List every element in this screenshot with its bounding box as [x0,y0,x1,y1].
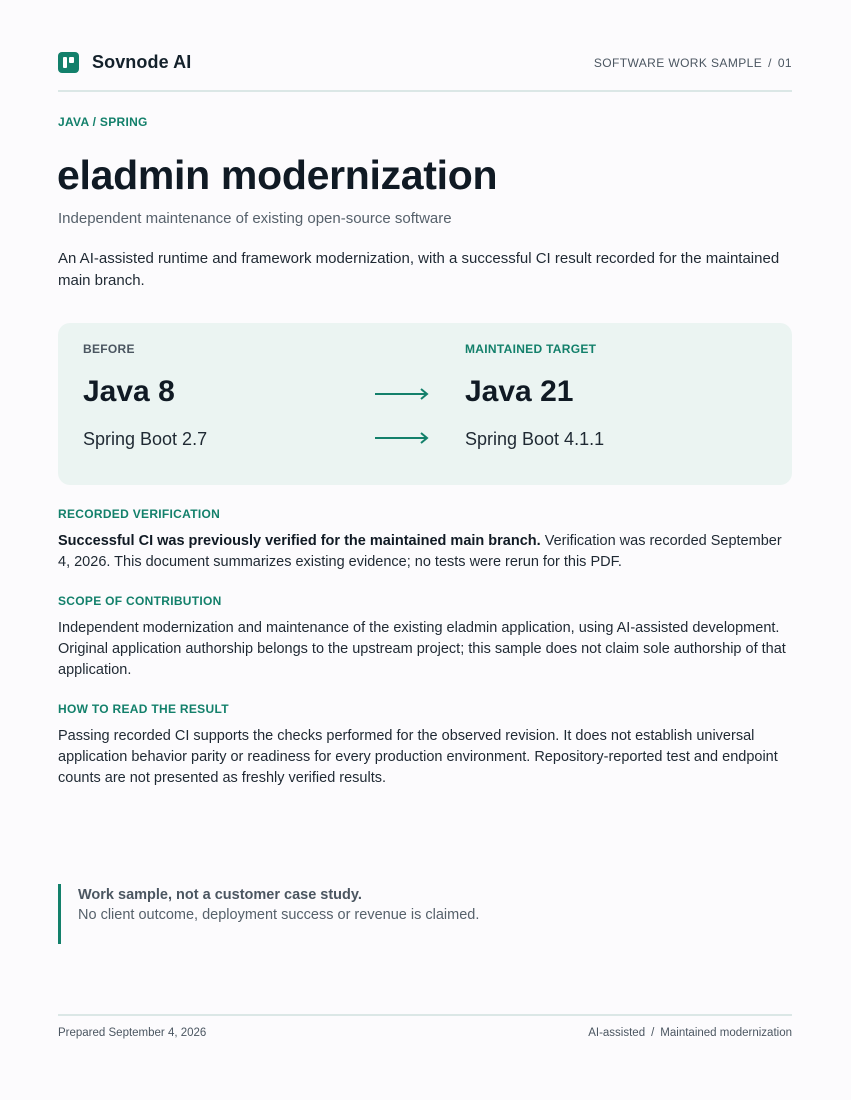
callout-text: No client outcome, deployment success or revenue is claimed. [78,907,480,923]
category-eyebrow: JAVA / SPRING [58,115,148,129]
verification-lead: Successful CI was previously verified for the maintained main branch. [58,533,541,549]
arrow-right-icon [375,432,429,444]
comparison-card [58,323,792,485]
footer-tag-right: Maintained modernization [660,1027,792,1039]
page-subtitle: Independent maintenance of existing open-source software [58,210,452,227]
callout-title: Work sample, not a customer case study. [78,887,362,903]
disclaimer-callout [58,884,658,944]
brand [58,52,191,73]
footer-tag-left: AI-assisted [588,1027,646,1039]
footer-tag-separator: / [651,1027,655,1039]
target-framework: Spring Boot 4.1.1 [465,429,605,449]
header-meta [594,56,792,70]
before-runtime: Java 8 [83,375,175,408]
scope-heading: SCOPE OF CONTRIBUTION [58,594,222,608]
before-framework: Spring Boot 2.7 [83,429,208,449]
meta-separator: / [768,56,772,70]
prepared-date: Prepared September 4, 2026 [58,1027,207,1039]
how-to-read-text: Passing recorded CI supports the checks performed for the observed revision. It does not establish universal application behavior parity or readiness for every production environment. Repository-reported test and endpoint counts are not presented as freshly verified results. [58,728,778,786]
intro-paragraph: An AI-assisted runtime and framework modernization, with a successful CI result recorded for the maintained main branch. [58,250,780,289]
board-icon [58,52,79,73]
verification-text [58,531,796,573]
target-label: MAINTAINED TARGET [465,342,597,356]
meta-number: 01 [777,56,792,70]
target-runtime: Java 21 [465,375,574,408]
scope-text: Independent modernization and maintenance of the existing eladmin application, using AI-assisted development. Original application authorship belongs to the upstream project; this sample does not claim sole authorship of that application. [58,620,786,678]
before-label: BEFORE [83,342,135,356]
page-title: eladmin modernization [57,152,498,198]
verification-body: Verification was recorded September 4, 2026. This document summarizes existing evidence; no tests were rerun for this PDF. [58,533,782,570]
arrow-right-icon [375,388,429,400]
brand-name: Sovnode AI [92,52,192,72]
page-footer [58,1014,792,1054]
footer-tags [588,1027,792,1039]
meta-label: SOFTWARE WORK SAMPLE [593,56,763,70]
page-header [58,50,792,92]
how-to-read-heading: HOW TO READ THE RESULT [58,702,229,716]
verification-heading: RECORDED VERIFICATION [58,507,221,521]
